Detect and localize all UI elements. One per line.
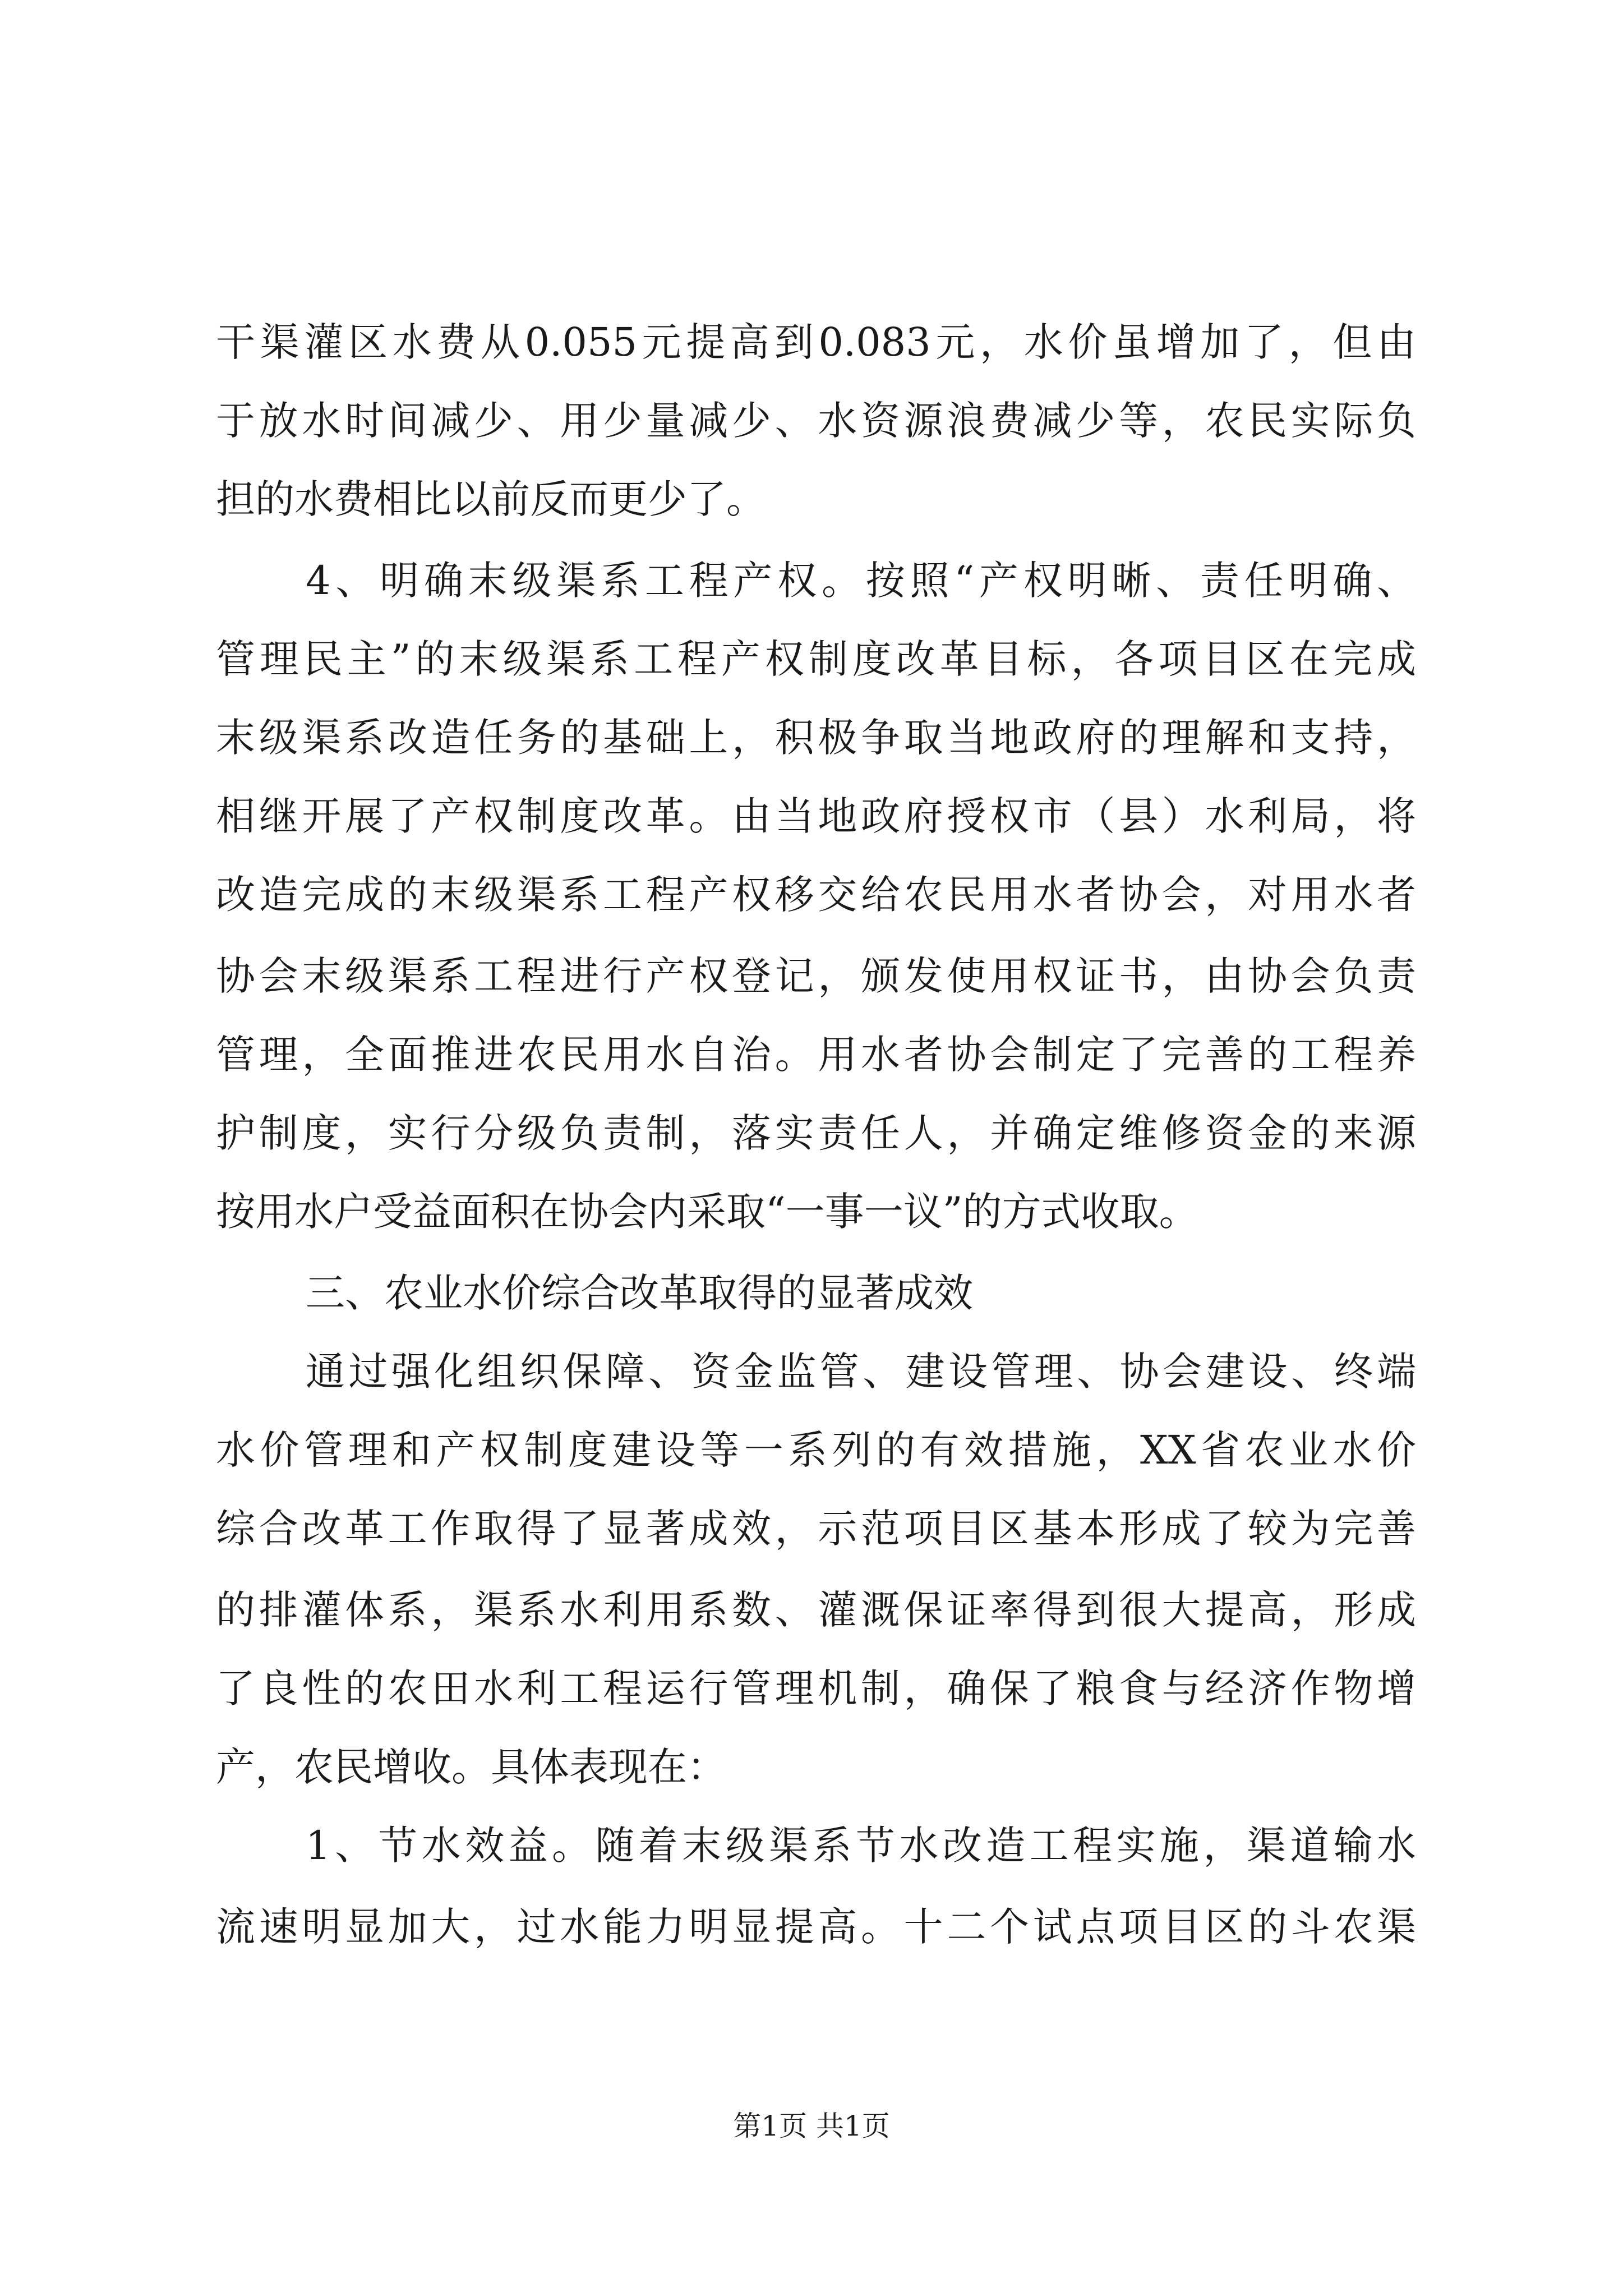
text-line: 管理民主”的末级渠系工程产权制度改革目标，各项目区在完成 bbox=[216, 636, 1416, 682]
text-line: 协会末级渠系工程进行产权登记，颁发使用权证书，由协会负责 bbox=[216, 953, 1416, 999]
text-line: 干渠灌区水费从0.055元提高到0.083元，水价虽增加了，但由 bbox=[216, 319, 1416, 365]
text-line: 流速明显加大，过水能力明显提高。十二个试点项目区的斗农渠 bbox=[216, 1904, 1416, 1950]
text-line: 改造完成的末级渠系工程产权移交给农民用水者协会，对用水者 bbox=[216, 872, 1416, 918]
text-line: 相继开展了产权制度改革。由当地政府授权市（县）水利局，将 bbox=[216, 793, 1416, 839]
text-line: 综合改革工作取得了显著成效，示范项目区基本形成了较为完善 bbox=[216, 1506, 1416, 1552]
text-line: 的排灌体系，渠系水利用系数、灌溉保证率得到很大提高，形成 bbox=[216, 1587, 1416, 1633]
section-heading: 三、农业水价综合改革取得的显著成效 bbox=[306, 1270, 973, 1316]
text-line: 按用水户受益面积在协会内采取“一事一议”的方式收取。 bbox=[216, 1189, 1198, 1235]
text-line: 4、明确末级渠系工程产权。按照“产权明晰、责任明确、 bbox=[306, 558, 1416, 604]
text-line: 通过强化组织保障、资金监管、建设管理、协会建设、终端 bbox=[306, 1349, 1416, 1395]
text-line: 水价管理和产权制度建设等一系列的有效措施，XX省农业水价 bbox=[216, 1427, 1416, 1473]
text-line: 末级渠系改造任务的基础上，积极争取当地政府的理解和支持， bbox=[216, 715, 1416, 761]
text-line: 管理，全面推进农民用水自治。用水者协会制定了完善的工程养 bbox=[216, 1032, 1416, 1078]
page-number-footer: 第1页 共1页 bbox=[733, 2110, 890, 2142]
text-line: 了良性的农田水利工程运行管理机制，确保了粮食与经济作物增 bbox=[216, 1665, 1416, 1711]
text-line: 担的水费相比以前反而更少了。 bbox=[216, 476, 766, 522]
text-line: 护制度，实行分级负责制，落实责任人，并确定维修资金的来源 bbox=[216, 1110, 1416, 1156]
text-line: 产，农民增收。具体表现在： bbox=[216, 1744, 726, 1790]
text-line: 于放水时间减少、用少量减少、水资源浪费减少等，农民实际负 bbox=[216, 398, 1416, 444]
text-line: 1、节水效益。随着末级渠系节水改造工程实施，渠道输水 bbox=[306, 1823, 1416, 1869]
